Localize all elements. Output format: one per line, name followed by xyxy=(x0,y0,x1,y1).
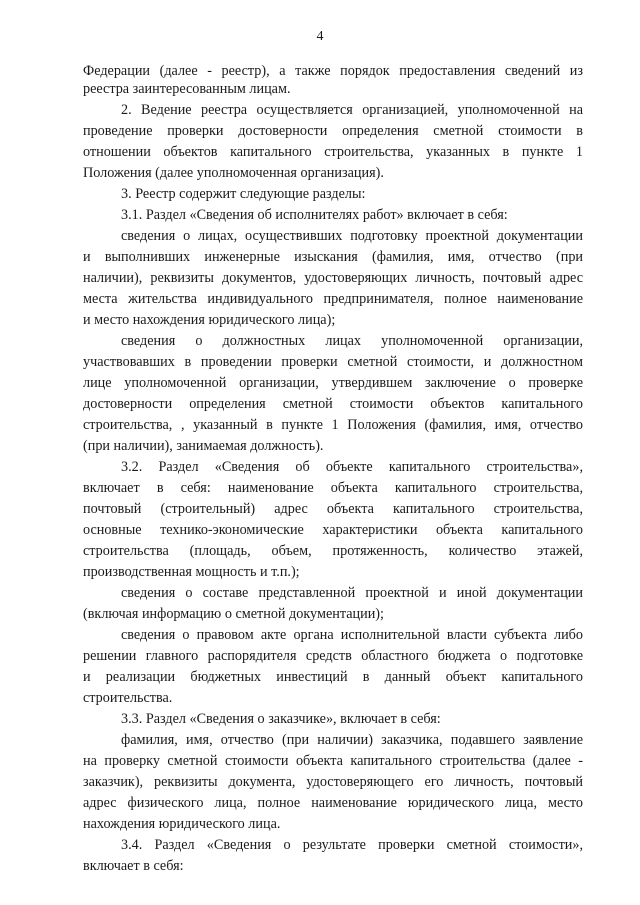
text-line: строительства. xyxy=(83,690,173,706)
text-line: заказчик), реквизиты документа, удостоверяющего его личность, почтовый xyxy=(83,774,583,790)
text-line: отношении объектов капитального строительства, указанных в пункте 1 xyxy=(83,144,583,160)
text-line: проведение проверки достоверности определения сметной стоимости в xyxy=(83,123,583,139)
text-line: включает в себя: наименование объекта капитального строительства, xyxy=(83,480,583,496)
text-line: сведения о должностных лицах уполномоченной организации, xyxy=(121,333,583,349)
text-line: на проверку сметной стоимости объекта капитального строительства (далее - xyxy=(83,753,583,769)
text-line: 2. Ведение реестра осуществляется организацией, уполномоченной на xyxy=(121,102,583,118)
text-line: наличии), реквизиты документов, удостоверяющих личность, почтовый адрес xyxy=(83,270,583,286)
text-line: почтовый (строительный) адрес объекта капитального строительства, xyxy=(83,501,583,517)
text-line: 3. Реестр содержит следующие разделы: xyxy=(121,186,366,202)
text-line: лице уполномоченной организации, утвердившем заключение о проверке xyxy=(83,375,583,391)
text-line: 3.4. Раздел «Сведения о результате проверки сметной стоимости», xyxy=(121,837,583,853)
text-line: строительства, , указанный в пункте 1 Положения (фамилия, имя, отчество xyxy=(83,417,583,433)
page-number: 4 xyxy=(316,29,324,44)
text-line: места жительства индивидуального предпринимателя, полное наименование xyxy=(83,291,583,307)
text-line: строительства (площадь, объем, протяженность, количество этажей, xyxy=(83,543,583,559)
text-line: производственная мощность и т.п.); xyxy=(83,564,300,580)
text-line: достоверности определения сметной стоимости объектов капитального xyxy=(83,396,583,412)
text-line: (включая информацию о сметной документации); xyxy=(83,606,384,622)
text-line: основные технико-экономические характеристики объекта капитального xyxy=(83,522,583,538)
text-line: 3.2. Раздел «Сведения об объекте капитального строительства», xyxy=(121,459,583,475)
text-line: 3.3. Раздел «Сведения о заказчике», включает в себя: xyxy=(121,711,441,727)
text-line: сведения о правовом акте органа исполнительной власти субъекта либо xyxy=(121,627,583,643)
text-line: решении главного распорядителя средств областного бюджета о подготовке xyxy=(83,648,583,664)
text-line: участвовавших в проведении проверки сметной стоимости, и должностном xyxy=(83,354,583,370)
text-line: 3.1. Раздел «Сведения об исполнителях работ» включает в себя: xyxy=(121,207,508,223)
text-line: фамилия, имя, отчество (при наличии) заказчика, подавшего заявление xyxy=(121,732,583,748)
text-line: нахождения юридического лица. xyxy=(83,816,281,832)
text-line: сведения о лицах, осуществивших подготовку проектной документации xyxy=(121,228,583,244)
text-line: Федерации (далее - реестр), а также порядок предоставления сведений из xyxy=(83,63,583,79)
text-line: и место нахождения юридического лица); xyxy=(83,312,336,328)
text-line: адрес физического лица, полное наименование юридического лица, место xyxy=(83,795,583,811)
text-line: реестра заинтересованным лицам. xyxy=(83,81,291,97)
text-line: сведения о составе представленной проектной и иной документации xyxy=(121,585,583,601)
text-line: и реализации бюджетных инвестиций в данный объект капитального xyxy=(83,669,583,685)
text-line: включает в себя: xyxy=(83,858,184,874)
text-line: Положения (далее уполномоченная организация). xyxy=(83,165,384,181)
text-line: (при наличии), занимаемая должность). xyxy=(83,438,324,454)
text-line: и выполнивших инженерные изыскания (фамилия, имя, отчество (при xyxy=(83,249,583,265)
